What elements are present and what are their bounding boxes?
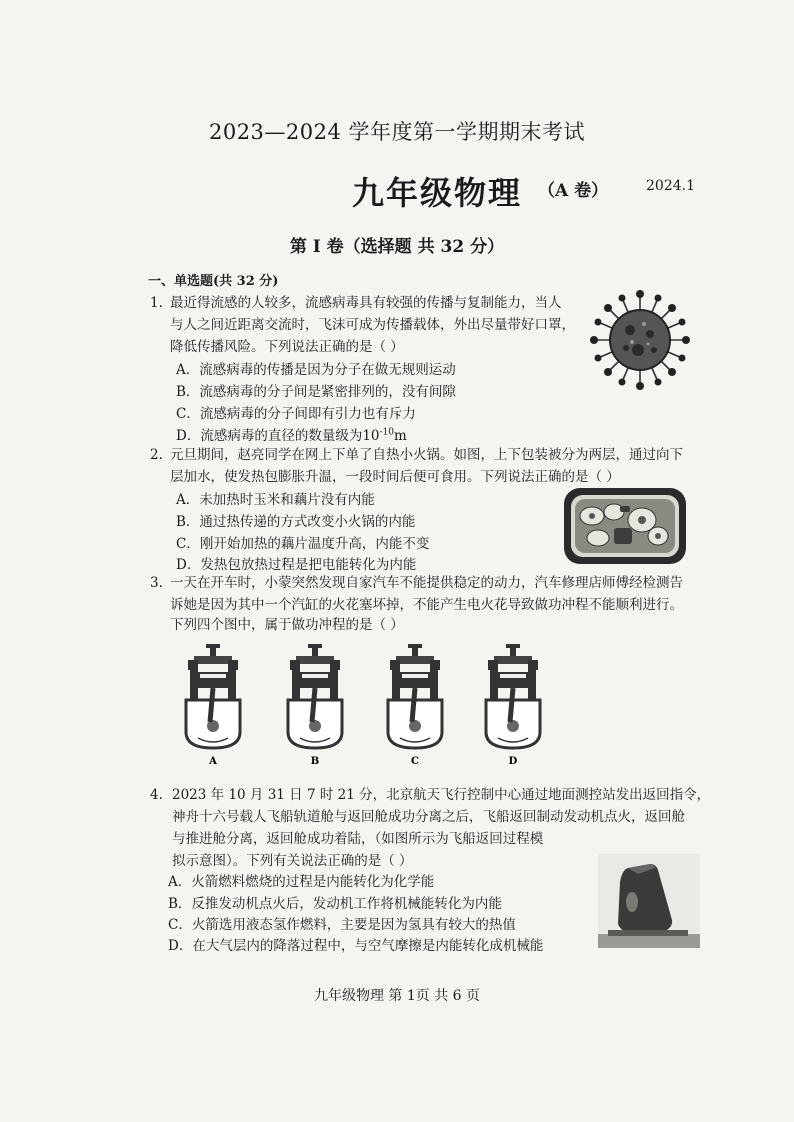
option-d-text: D．流感病毒的直径的数量级为10 <box>176 428 380 444</box>
question-line: 诉她是因为其中一个汽缸的火花塞坏掉，不能产生电火花导致做功冲程不能顺利进行。 <box>170 597 683 613</box>
hot-pot-image <box>562 486 688 566</box>
volume-label: （A 卷） <box>538 181 609 201</box>
question-line: 一天在开车时，小蒙突然发现自家汽车不能提供稳定的动力，汽车修理店师傅经检测告 <box>170 575 683 591</box>
option-a[interactable]: A．火箭燃料燃烧的过程是内能转化为化学能 <box>168 874 435 890</box>
virus-image <box>586 288 694 392</box>
figure-label-c: C <box>411 756 419 767</box>
return-capsule-image <box>598 854 700 948</box>
option-c[interactable]: C．流感病毒的分子间即有引力也有斥力 <box>176 406 416 422</box>
question-line: 与人之间近距离交流时，飞沫可成为传播载体，外出尽量带好口罩， <box>170 317 575 333</box>
question-line: 2023 年 10 月 31 日 7 时 21 分，北京航天飞行控制中心通过地面测控站发出返回指令， <box>172 787 711 803</box>
question-line: 神舟十六号载人飞船轨道舱与返回舱成功分离之后，飞船返回制动发动机点火，返回舱 <box>172 809 685 825</box>
exam-title: 2023—2024 学年度第一学期期末考试 <box>208 120 586 144</box>
option-b[interactable]: B．通过热传递的方式改变小火锅的内能 <box>176 514 416 530</box>
question-line: 降低传播风险。下列说法正确的是（ ） <box>170 339 404 355</box>
option-d[interactable] <box>176 424 407 444</box>
option-d[interactable]: D．在大气层内的降落过程中，与空气摩擦是内能转化成机械能 <box>168 938 544 954</box>
question-line: 元旦期间，赵亮同学在网上下单了自热小火锅。如图，上下包装被分为两层，通过向下 <box>170 447 683 463</box>
section-title: 第 I 卷（选择题 共 32 分） <box>289 237 505 257</box>
part-title: 一、单选题(共 32 分) <box>148 274 279 289</box>
question-number: 1. <box>150 295 163 311</box>
question-number: 2. <box>150 447 163 463</box>
question-line: 最近得流感的人较多，流感病毒具有较强的传播与复制能力，当人 <box>170 295 562 311</box>
option-d-exponent: -10 <box>379 427 395 438</box>
question-line: 下列四个图中，属于做功冲程的是（ ） <box>170 617 404 633</box>
figure-label-b: B <box>310 756 320 767</box>
option-c[interactable]: C．火箭选用液态氢作燃料，主要是因为氢具有较大的热值 <box>168 917 516 933</box>
option-b[interactable]: B．反推发动机点火后，发动机工作将机械能转化为内能 <box>168 896 502 912</box>
question-line: 拟示意图）。下列有关说法正确的是（ ） <box>172 853 413 869</box>
option-a[interactable]: A．未加热时玉米和藕片没有内能 <box>176 492 375 508</box>
question-number: 3. <box>150 575 163 591</box>
option-d[interactable]: D．发热包放热过程是把电能转化为内能 <box>176 557 417 573</box>
exam-date: 2024.1 <box>646 178 695 194</box>
option-c[interactable]: C．刚开始加热的藕片温度升高，内能不变 <box>176 536 430 552</box>
question-line: 层加水，使发热包膨胀升温，一段时间后便可食用。下列说法正确的是（ ） <box>170 469 620 485</box>
figure-label-a: A <box>209 756 217 767</box>
engine-strokes-figure <box>176 642 556 768</box>
question-number: 4. <box>150 787 163 803</box>
figure-label-d: D <box>508 756 518 767</box>
subject-title: 九年级物理 <box>352 174 523 212</box>
option-b[interactable]: B．流感病毒的分子间是紧密排列的，没有间隙 <box>176 384 456 400</box>
page-footer: 九年级物理 第 1页 共 6 页 <box>313 988 481 1004</box>
question-line: 与推进舱分离，返回舱成功着陆，（如图所示为飞船返回过程模 <box>172 831 544 847</box>
option-a[interactable]: A．流感病毒的传播是因为分子在做无规则运动 <box>176 362 456 378</box>
option-d-unit: m <box>394 428 407 444</box>
